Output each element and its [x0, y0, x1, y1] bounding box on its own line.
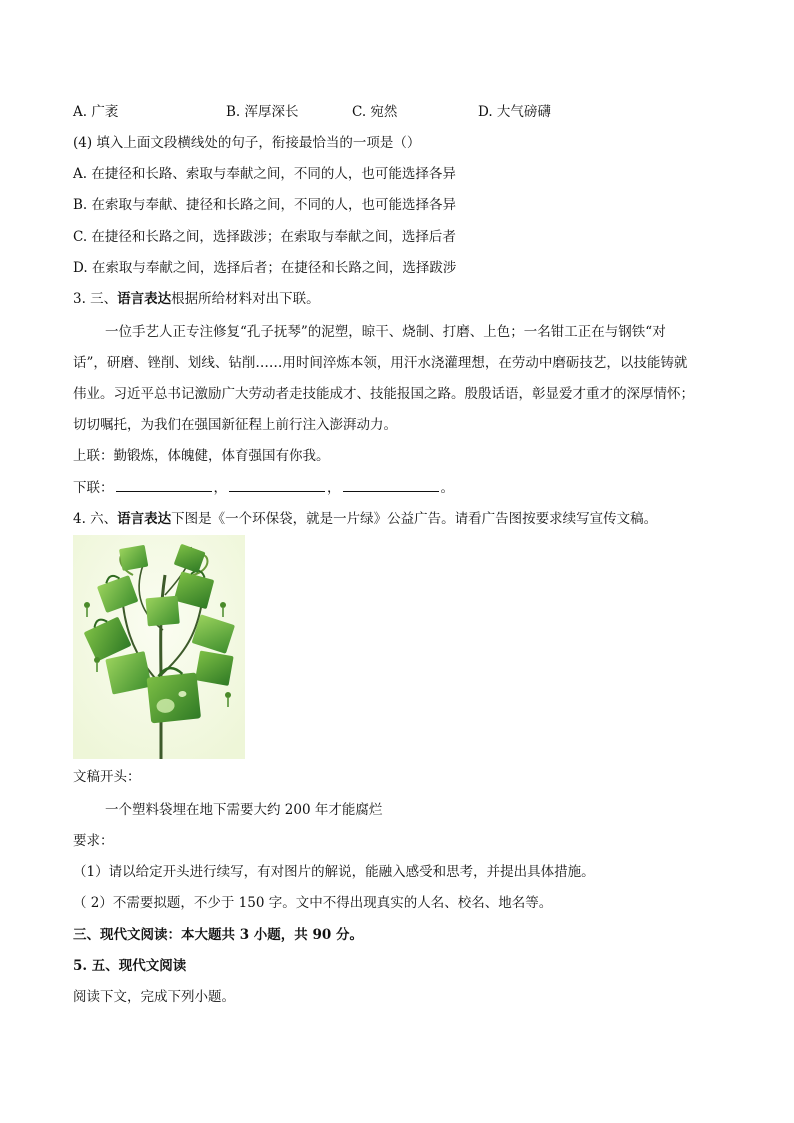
q4-option-b: B. 在索取与奉献、捷径和长路之间，不同的人，也可能选择各异 — [73, 197, 457, 213]
option-a: A. 广袤 — [73, 104, 119, 120]
question-3-tag: 语言表达 — [117, 291, 172, 307]
plant-graphic — [73, 535, 245, 759]
section-3-heading — [73, 926, 363, 944]
period: 。 — [440, 480, 454, 496]
q4-option-a: A. 在捷径和长路、索取与奉献之间，不同的人，也可能选择各异 — [73, 166, 456, 182]
couplet-lower — [73, 479, 454, 497]
couplet-upper: 上联：勤锻炼，体魄健，体育强国有你我。 — [73, 448, 330, 464]
answer-blank-2[interactable] — [229, 479, 325, 492]
passage-line-4: 切切嘱托，为我们在强国新征程上前行注入澎湃动力。 — [73, 417, 397, 433]
opening-text: 一个塑料袋埋在地下需要大约 200 年才能腐烂 — [105, 802, 383, 818]
question-4-prompt: 下图是《一个环保袋，就是一片绿》公益广告。请看广告图按要求续写宣传文稿。 — [171, 511, 658, 527]
passage-line-2: 话”，研磨、锉削、划线、钻削……用时间淬炼本领，用汗水浇灌理想，在劳动中磨砺技艺，以技能铸就 — [73, 355, 688, 371]
opening-label: 文稿开头： — [73, 769, 141, 785]
couplet-lower-label: 下联： — [73, 480, 114, 496]
requirement-2: （ 2）不需要拟题，不少于 150 字。文中不得出现真实的人名、校名、地名等。 — [73, 895, 553, 911]
option-d: D. 大气磅礴 — [478, 104, 551, 120]
question-4-number: 4. 六、 — [73, 511, 118, 527]
question-4-tag: 语言表达 — [117, 511, 172, 527]
question-5-instruction: 阅读下文，完成下列小题。 — [73, 989, 235, 1005]
question-3-number: 3. 三、 — [73, 291, 118, 307]
comma-2: ， — [327, 480, 341, 496]
option-c: C. 宛然 — [352, 104, 398, 120]
passage-line-1: 一位手艺人正专注修复“孔子抚琴”的泥塑，晾干、烧制、打磨、上色；一名钳工正在与钢铁“对 — [105, 324, 666, 340]
q4-option-d: D. 在索取与奉献之间，选择后者；在捷径和长路之间，选择跋涉 — [73, 260, 457, 276]
comma-1: ， — [213, 480, 227, 496]
section-3-prefix: 三、现代文阅读： — [73, 927, 181, 943]
section-3-detail: 本大题共 3 小题，共 90 分。 — [181, 927, 363, 943]
q4-option-c: C. 在捷径和长路之间，选择跋涉；在索取与奉献之间，选择后者 — [73, 229, 456, 245]
eco-bag-plant-illustration — [73, 535, 245, 759]
question-5-title: 5. 五、现代文阅读 — [73, 958, 187, 974]
q4-stem: (4) 填入上面文段横线处的句子，衔接最恰当的一项是（） — [73, 135, 421, 151]
passage-line-3: 伟业。习近平总书记激励广大劳动者走技能成才、技能报国之路。殷殷话语，彰显爱才重才的深厚情怀； — [73, 386, 694, 402]
answer-blank-1[interactable] — [116, 479, 212, 492]
question-3-prompt: 根据所给材料对出下联。 — [171, 291, 320, 307]
answer-blank-3[interactable] — [343, 479, 439, 492]
requirements-label: 要求： — [73, 833, 114, 849]
question-3-heading — [73, 290, 320, 308]
question-4-heading — [73, 510, 657, 528]
requirement-1: （1）请以给定开头进行续写，有对图片的解说，能融入感受和思考，并提出具体措施。 — [73, 864, 595, 880]
option-b: B. 浑厚深长 — [226, 104, 299, 120]
